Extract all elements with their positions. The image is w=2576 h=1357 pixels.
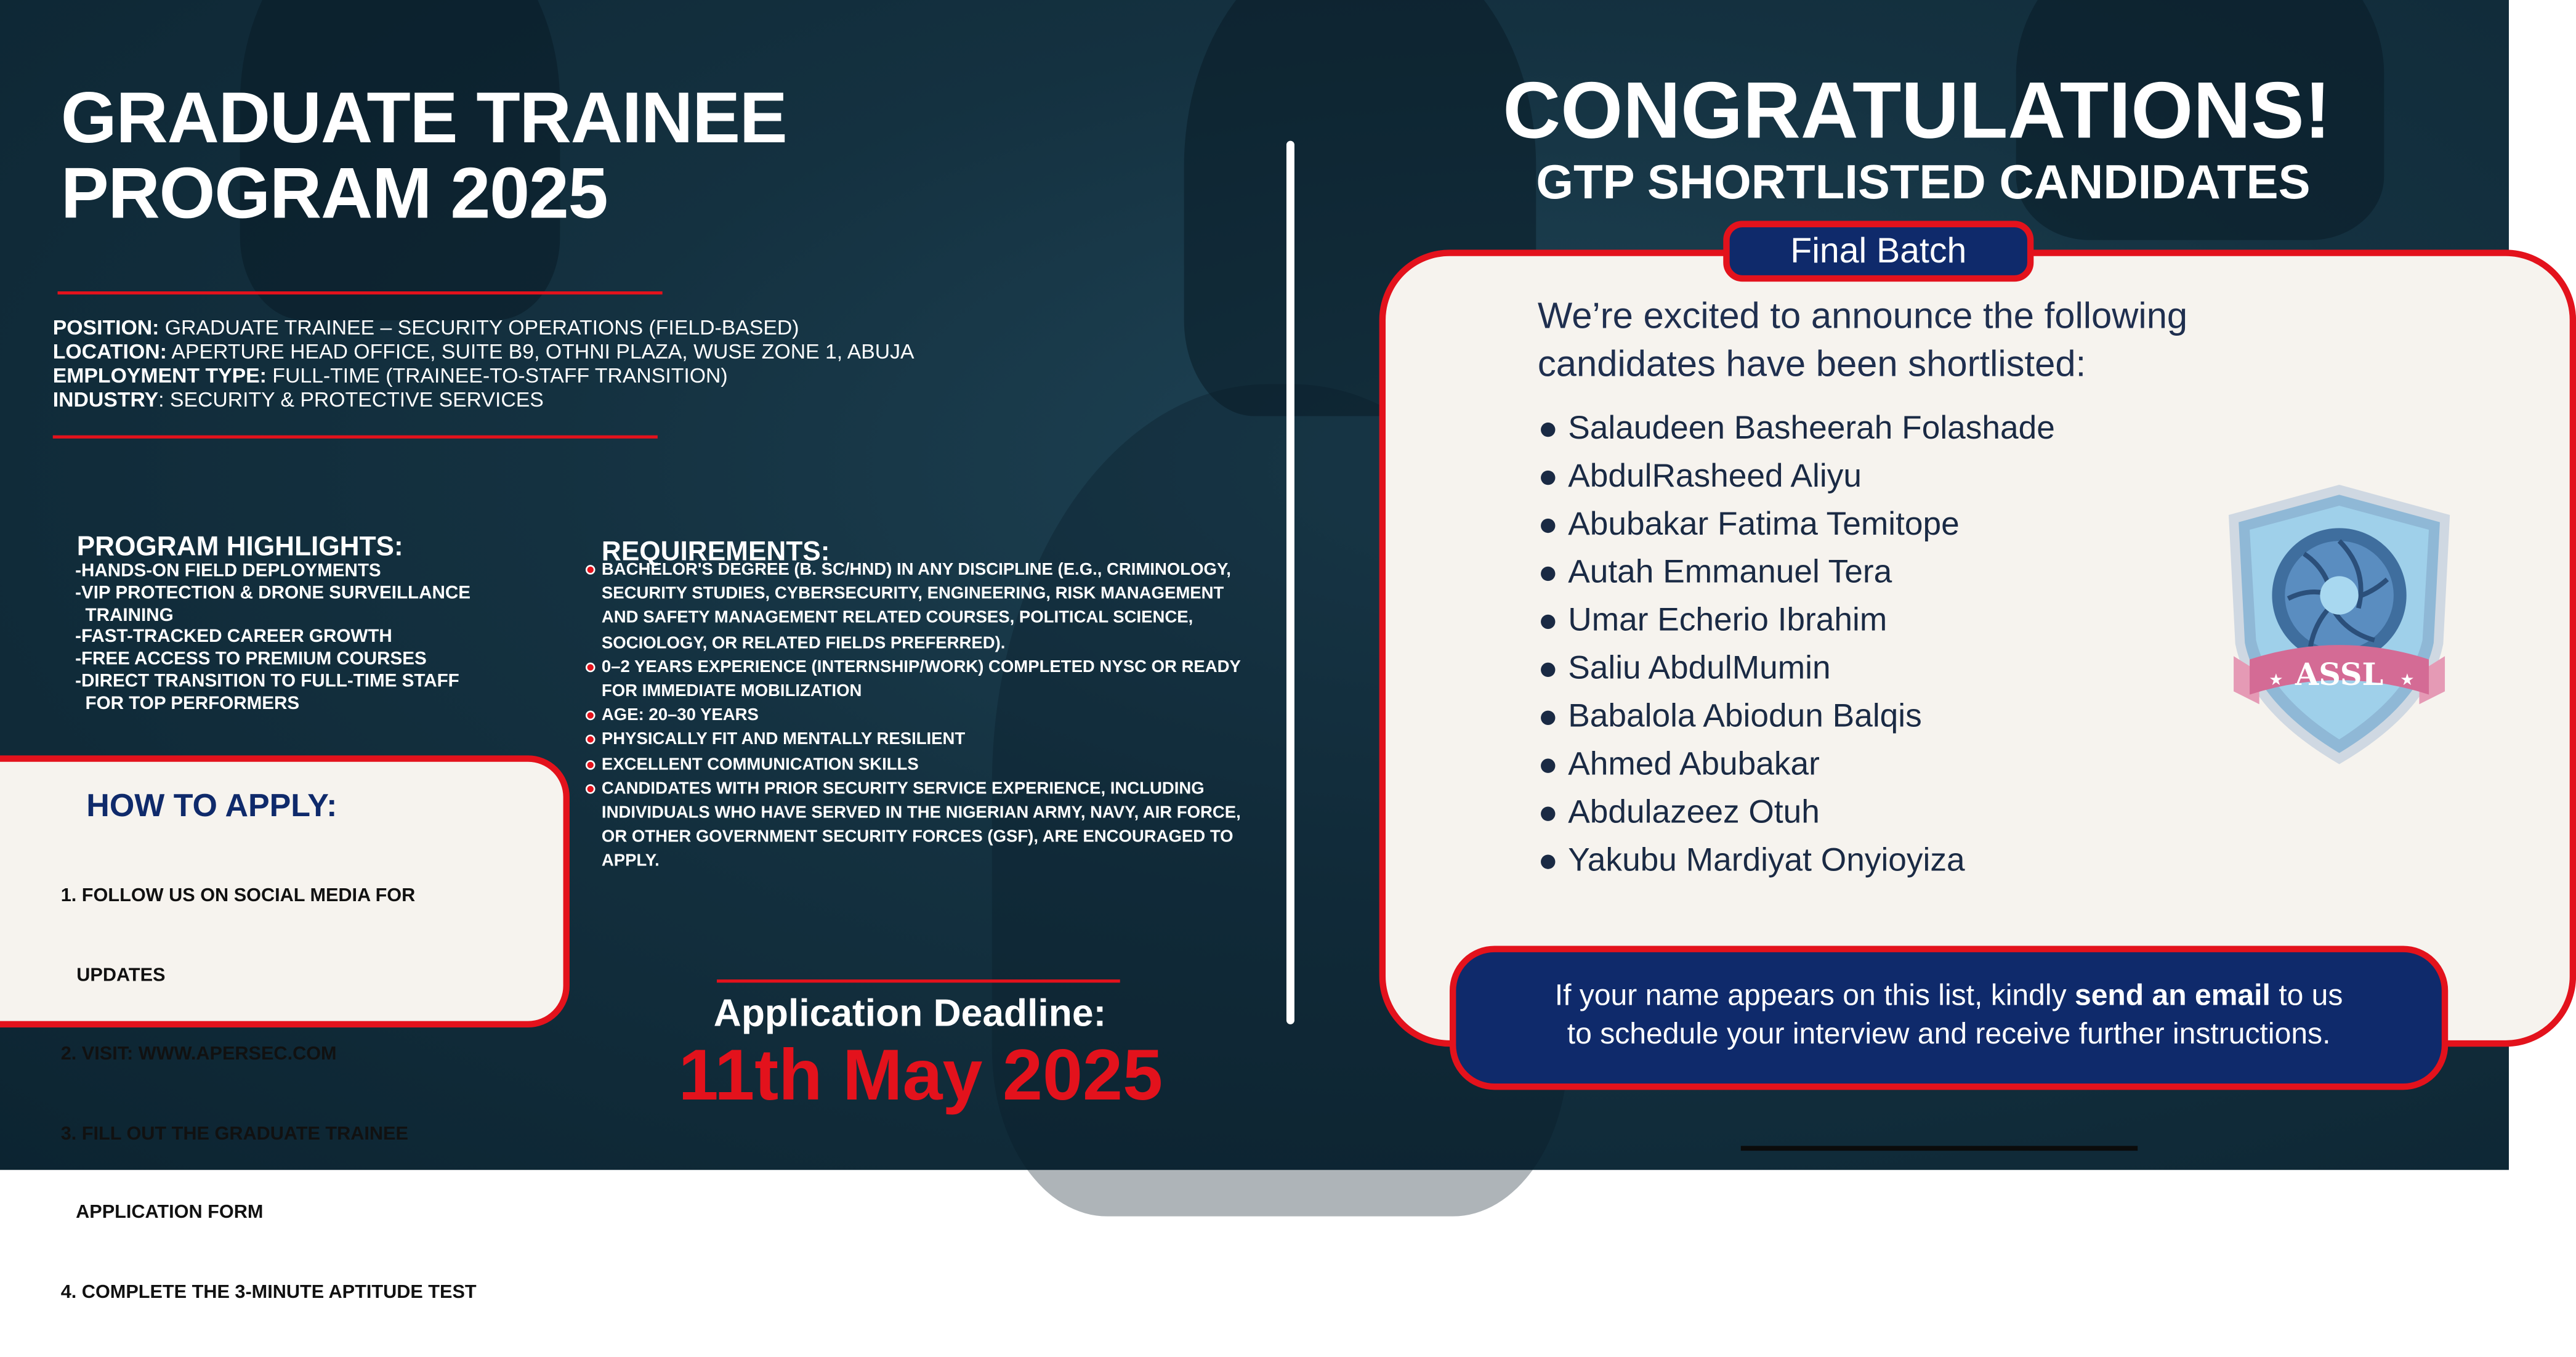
detail-industry — [53, 387, 1205, 411]
candidate-item — [1541, 501, 2055, 549]
candidate-name: Babalola Abiodun Balqis — [1568, 697, 1922, 735]
apply-step: 4. COMPLETE THE 3-MINUTE APTITUDE TEST — [60, 1279, 477, 1302]
candidate-item — [1541, 405, 2055, 453]
bullet-icon — [1541, 470, 1555, 484]
detail-employment-type — [53, 363, 1205, 387]
deadline-label: Application Deadline: — [713, 992, 1107, 1036]
apply-step: 1. FOLLOW US ON SOCIAL MEDIA FOR — [60, 883, 416, 906]
requirement-item: PHYSICALLY FIT AND MENTALLY RESILIENT — [602, 729, 1242, 753]
detail-value: APERTURE HEAD OFFICE, SUITE B9, OTHNI PLAZA, WUSE ZONE 1, ABUJA — [166, 339, 915, 363]
program-title — [60, 76, 787, 234]
bullet-icon — [1541, 518, 1555, 532]
how-to-apply-heading: HOW TO APPLY: — [86, 788, 337, 825]
detail-value: : SECURITY & PROTECTIVE SERVICES — [158, 387, 544, 411]
how-to-apply-card — [0, 755, 570, 1302]
intro-line-1: We’re excited to announce the following — [1537, 294, 2188, 336]
detail-label: EMPLOYMENT TYPE: — [52, 363, 267, 387]
deadline-date: 11th May 2025 — [678, 1034, 1163, 1116]
candidate-name: Saliu AbdulMumin — [1568, 649, 1831, 687]
apply-step: 2. VISIT: WWW.APERSEC.COM — [60, 1042, 337, 1064]
bullet-icon — [1541, 758, 1555, 772]
candidate-item — [1541, 837, 2055, 885]
candidate-name: Ahmed Abubakar — [1568, 745, 1820, 783]
bullet-icon — [1541, 710, 1555, 724]
candidate-item — [1541, 645, 2055, 693]
svg-text:★: ★ — [2269, 670, 2283, 689]
candidate-item — [1541, 453, 2055, 501]
title-line-2 — [60, 152, 787, 234]
detail-position — [53, 315, 1205, 339]
candidate-name: Yakubu Mardiyat Onyioyiza — [1568, 841, 1965, 879]
deadline-divider — [717, 979, 1120, 982]
candidate-item — [1541, 693, 2055, 741]
candidate-item — [1541, 597, 2055, 645]
highlight-item: -DIRECT TRANSITION TO FULL-TIME STAFF — [75, 672, 459, 692]
divider-top — [58, 291, 663, 294]
candidate-name: Abubakar Fatima Temitope — [1568, 506, 1960, 543]
detail-location — [53, 339, 1205, 363]
assl-logo — [2221, 484, 2458, 768]
requirement-item: EXCELLENT COMMUNICATION SKILLS — [602, 753, 1242, 778]
bullet-icon — [1541, 806, 1555, 820]
notice-pre: If your name appears on this list, kindly — [1554, 978, 2075, 1012]
final-batch-tag — [1723, 221, 2033, 282]
notice-line-2: to schedule your interview and receive further instructions. — [1567, 1016, 2331, 1050]
title-line-1: GRADUATE TRAINEE — [60, 76, 787, 159]
bullet-icon — [1541, 565, 1555, 580]
email-notice — [1450, 946, 2448, 1090]
title-year: 2025 — [450, 152, 608, 234]
svg-text:★: ★ — [2400, 670, 2415, 689]
requirement-item: 0–2 YEARS EXPERIENCE (INTERNSHIP/WORK) COMPLETED NYSC OR READY FOR IMMEDIATE MOBILIZATION — [602, 656, 1242, 705]
title-program-word: PROGRAM — [60, 152, 432, 234]
requirements-list — [602, 559, 1242, 875]
notice-text — [1456, 976, 2441, 1053]
apply-steps — [61, 829, 477, 1357]
intro-line-2: candidates have been shortlisted: — [1537, 342, 2086, 384]
bullet-icon — [1541, 422, 1555, 436]
notice-line-1 — [1456, 976, 2441, 1015]
highlight-item: -FAST-TRACKED CAREER GROWTH — [75, 628, 392, 647]
highlight-item: -FREE ACCESS TO PREMIUM COURSES — [75, 650, 427, 670]
candidate-item — [1541, 789, 2055, 837]
detail-label: INDUSTRY — [52, 387, 159, 411]
bullet-icon — [1541, 854, 1555, 868]
detail-value: GRADUATE TRAINEE – SECURITY OPERATIONS (FIELD-BASED) — [159, 315, 799, 339]
detail-label: LOCATION: — [52, 339, 167, 363]
requirement-item: AGE: 20–30 YEARS — [602, 705, 1242, 729]
apply-step: 3. FILL OUT THE GRADUATE TRAINEE — [60, 1121, 408, 1144]
apply-step: UPDATES — [60, 962, 166, 986]
highlight-item: TRAINING — [75, 606, 174, 625]
job-details — [53, 315, 1205, 411]
candidate-name: Autah Emmanuel Tera — [1568, 553, 1892, 591]
candidate-name: AbdulRasheed Aliyu — [1568, 458, 1862, 495]
shortlist-card — [1379, 249, 2576, 1047]
notice-post: to us — [2270, 978, 2343, 1012]
highlight-item: -VIP PROTECTION & DRONE SURVEILLANCE — [75, 583, 470, 603]
congratulations-headline: CONGRATULATIONS! — [1503, 65, 2331, 156]
candidate-name: Salaudeen Basheerah Folashade — [1568, 410, 2055, 447]
bullet-icon — [1541, 662, 1555, 676]
apply-step: APPLICATION FORM — [60, 1200, 264, 1223]
highlight-item: FOR TOP PERFORMERS — [75, 694, 300, 714]
candidate-item — [1541, 741, 2055, 789]
candidate-list — [1541, 405, 2055, 885]
candidate-item — [1541, 549, 2055, 597]
highlight-item: -HANDS-ON FIELD DEPLOYMENTS — [75, 561, 381, 581]
center-divider — [1286, 141, 1294, 1024]
notice-emphasis: send an email — [2074, 978, 2271, 1012]
requirement-item: CANDIDATES WITH PRIOR SECURITY SERVICE EXPERIENCE, INCLUDING INDIVIDUALS WHO HAVE SERVED IN THE NIGERIAN ARMY, NAVY, AIR FORCE, OR OTHER GOVERNMENT SECURITY FORCES (GSF), ARE ENCOURAGED TO APPLY. — [602, 777, 1242, 875]
shortlisted-subheadline: GTP SHORTLISTED CANDIDATES — [1536, 156, 2311, 210]
candidate-name: Umar Echerio Ibrahim — [1568, 601, 1888, 639]
final-batch-label: Final Batch — [1790, 230, 1967, 271]
requirement-item: BACHELOR'S DEGREE (B. SC/HND) IN ANY DISCIPLINE (E.G., CRIMINOLOGY, SECURITY STUDIES, CYBERSECURITY, ENGINEERING, RISK MANAGEMENT AND SAFETY MANAGEMENT RELATED COURSES, POLITICAL SCIENCE, SOCIOLOGY, OR RELATED FIELDS PREFERRED). — [602, 559, 1242, 656]
bottom-bar — [1741, 1146, 2138, 1151]
intro-text — [1538, 291, 2187, 387]
highlights-list — [75, 562, 470, 716]
bullet-icon — [1541, 614, 1555, 628]
candidate-name: Abdulazeez Otuh — [1568, 793, 1820, 831]
divider-bottom — [53, 435, 658, 439]
logo-text: ASSL — [2295, 657, 2384, 693]
highlights-heading: PROGRAM HIGHLIGHTS: — [76, 531, 403, 562]
detail-value: FULL-TIME (TRAINEE-TO-STAFF TRANSITION) — [266, 363, 728, 387]
requirements-heading: REQUIREMENTS: — [601, 536, 830, 567]
detail-label: POSITION: — [52, 315, 159, 339]
